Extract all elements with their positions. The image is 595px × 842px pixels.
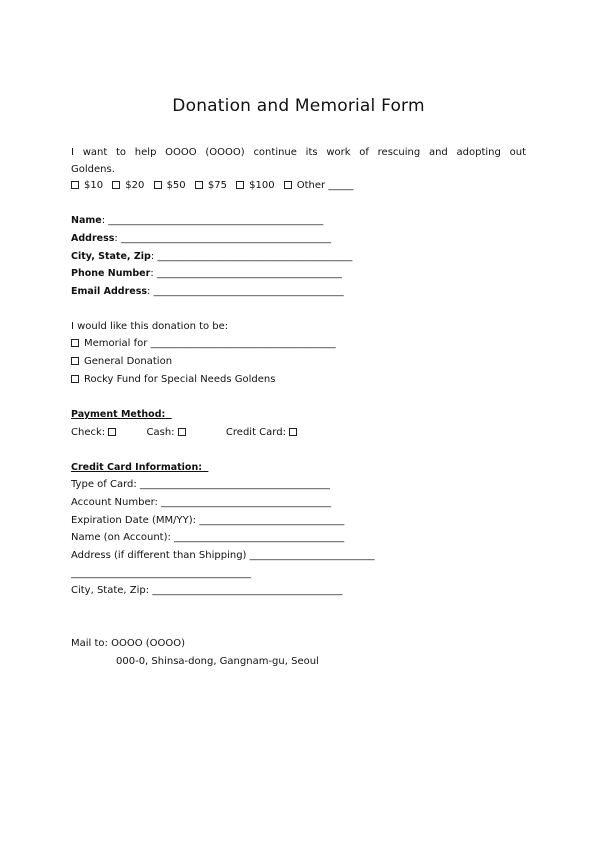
city-label: City, State, Zip [71, 251, 151, 262]
account-number-field[interactable]: __________________________________ [161, 497, 332, 508]
email-row: Email Address: ______________________________________ [71, 286, 344, 297]
payment-check[interactable]: Check: [71, 427, 121, 438]
payment-cash[interactable]: Cash: [147, 427, 191, 438]
payment-heading: Payment Method: [71, 409, 166, 420]
city-field[interactable]: _______________________________________ [157, 251, 353, 262]
amount-option-75[interactable]: $75 [195, 180, 233, 191]
account-name-row: Name (on Account): __________________________________ [71, 532, 345, 543]
card-heading: Credit Card Information: [71, 462, 203, 473]
memorial-field[interactable]: _____________________________________ [150, 338, 336, 349]
checkbox-icon[interactable] [195, 181, 203, 189]
card-type-row: Type of Card: ______________________________________ [71, 479, 330, 490]
checkbox-icon[interactable] [108, 428, 116, 436]
address-field[interactable]: __________________________________________ [120, 233, 331, 244]
checkbox-icon[interactable] [289, 428, 297, 436]
checkbox-icon[interactable] [154, 181, 162, 189]
billing-address-row: Address (if different than Shipping) _________________________ [71, 550, 375, 561]
name-row: Name: ___________________________________________ [71, 215, 324, 226]
address-label: Address [71, 233, 115, 244]
amount-option-50[interactable]: $50 [154, 180, 192, 191]
intro-text: I want to help OOOO (OOOO) continue its work of rescuing and adopting out Goldens. [71, 147, 526, 175]
email-label: Email Address [71, 286, 148, 297]
amount-option-10[interactable]: $10 [71, 180, 109, 191]
account-number-row: Account Number: __________________________________ [71, 497, 332, 508]
phone-row: Phone Number: _____________________________________ [71, 268, 342, 279]
mail-street: 000-0, Shinsa-dong, Gangnam-gu, Seoul [116, 656, 319, 667]
amount-option-20[interactable]: $20 [112, 180, 150, 191]
page-title: Donation and Memorial Form [172, 96, 425, 116]
other-amount-field[interactable]: _____ [328, 180, 354, 191]
payment-credit-card[interactable]: Credit Card: [226, 427, 302, 438]
amount-option-other[interactable]: Other _____ [284, 180, 354, 191]
account-name-field[interactable]: __________________________________ [174, 532, 345, 543]
checkbox-icon[interactable] [236, 181, 244, 189]
checkbox-icon[interactable] [71, 181, 79, 189]
billing-address-field[interactable]: _________________________ [249, 550, 375, 561]
checkbox-icon[interactable] [71, 339, 79, 347]
city-row: City, State, Zip: _______________________________________ [71, 251, 353, 262]
billing-city-field[interactable]: ______________________________________ [152, 585, 343, 596]
amount-options [71, 179, 353, 193]
checkbox-icon[interactable] [112, 181, 120, 189]
mail-to-row [71, 637, 185, 651]
phone-field[interactable]: _____________________________________ [156, 268, 342, 279]
checkbox-icon[interactable] [71, 375, 79, 383]
option-general-donation[interactable]: General Donation [71, 355, 172, 369]
option-memorial[interactable]: Memorial for _____________________________________ [71, 337, 336, 351]
checkbox-icon[interactable] [178, 428, 186, 436]
payment-options [71, 426, 302, 440]
name-label: Name [71, 215, 102, 226]
billing-address-field-2[interactable]: ____________________________________ [71, 568, 251, 579]
card-type-field[interactable]: ______________________________________ [139, 479, 330, 490]
address-row: Address: __________________________________________ [71, 233, 331, 244]
amount-option-100[interactable]: $100 [236, 180, 280, 191]
mail-to-label: Mail to: [71, 638, 108, 649]
name-field[interactable]: ___________________________________________ [108, 215, 324, 226]
option-rocky-fund[interactable]: Rocky Fund for Special Needs Goldens [71, 373, 275, 387]
mail-org: OOOO (OOOO) [111, 638, 186, 649]
checkbox-icon[interactable] [284, 181, 292, 189]
donation-heading: I would like this donation to be: [71, 321, 229, 332]
phone-label: Phone Number [71, 268, 151, 279]
checkbox-icon[interactable] [71, 357, 79, 365]
expiration-row: Expiration Date (MM/YY): _____________________________ [71, 515, 345, 526]
billing-city-row: City, State, Zip: ______________________________________ [71, 585, 343, 596]
email-field[interactable]: ______________________________________ [153, 286, 344, 297]
expiration-field[interactable]: _____________________________ [199, 515, 345, 526]
billing-address-line2 [71, 567, 251, 581]
